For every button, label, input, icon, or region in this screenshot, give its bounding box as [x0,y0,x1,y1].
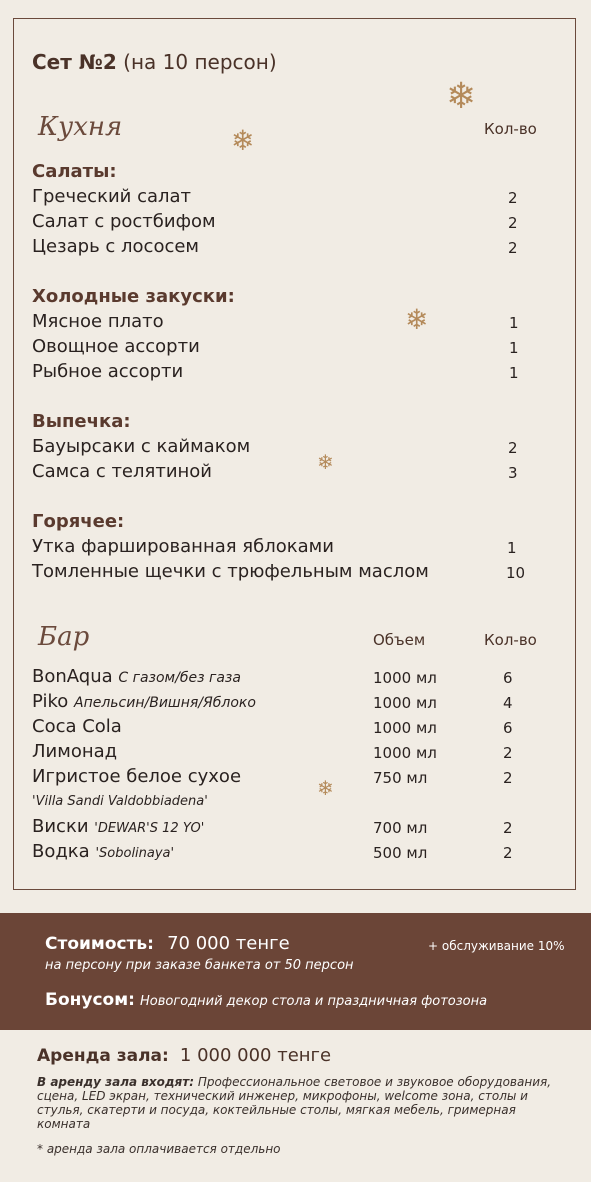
bar-item-qty: 2 [503,819,513,837]
menu-item: Салат с ростбифом [32,211,216,232]
cost-value: 70 000 тенге [167,933,290,954]
pricing-band [0,913,591,1030]
menu-item-qty: 1 [507,539,517,557]
snowflake-icon: ❄ [446,76,477,117]
bar-item [32,816,204,837]
bar-item-name: Игристое белое сухое [32,766,242,787]
bonus-line [45,990,487,1010]
bar-item-volume: 1000 мл [373,744,437,762]
bar-item [32,841,174,862]
bar-item-volume: 1000 мл [373,719,437,737]
menu-item-qty: 1 [509,364,519,382]
bar-item-qty: 2 [503,844,513,862]
bar-item-volume: 500 мл [373,844,428,862]
bar-item-qty: 2 [503,744,513,762]
bar-item-note: 'Villa Sandi Valdobbiadena' [32,794,208,809]
bar-item-name: Водка [32,841,90,862]
bar-item-qty: 2 [503,769,513,787]
menu-item-qty: 2 [508,189,518,207]
menu-item: Рыбное ассорти [32,361,184,382]
category-heading: Выпечка: [32,411,131,432]
snowflake-icon: ❄ [317,776,334,800]
menu-item: Бауырсаки с каймаком [32,436,251,457]
bar-item-qty: 4 [503,694,513,712]
rent-footnote: * аренда зала оплачивается отдельно [37,1142,281,1156]
category-heading: Салаты: [32,161,117,182]
set-title: Сет №2 (на 10 персон) [32,50,277,74]
bar-item [32,716,122,737]
bar-item-note: С газом/без газа [118,670,241,686]
bar-item-volume: 700 мл [373,819,428,837]
menu-item: Цезарь с лососем [32,236,200,257]
bar-item-name: BonAqua [32,666,113,687]
per-person-note: на персону при заказе банкета от 50 персон [45,958,354,973]
menu-item-qty: 3 [508,464,518,482]
bar-item [32,666,241,687]
rent-line [37,1045,331,1066]
bonus-text: Новогодний декор стола и праздничная фотозона [140,994,488,1009]
menu-item: Мясное плато [32,311,164,332]
bar-item-volume: 750 мл [373,769,428,787]
bar-item-name: Виски [32,816,89,837]
bar-item-note: 'Sobolinaya' [95,846,175,861]
kitchen-heading: Кухня [38,112,123,142]
snowflake-icon: ❄ [231,124,255,157]
bar-item-name: Piko [32,691,69,712]
bar-qty-header: Кол-во [484,631,537,649]
menu-item-qty: 10 [506,564,526,582]
rent-value: 1 000 000 тенге [179,1045,332,1066]
cost-label: Стоимость: [45,934,154,954]
bonus-label: Бонусом: [45,990,135,1010]
bar-item-name: Лимонад [32,741,118,762]
bar-item [32,691,256,712]
menu-item-qty: 1 [509,339,519,357]
menu-item: Томленные щечки с трюфельным маслом [32,561,429,582]
category-heading: Холодные закуски: [32,286,235,307]
menu-item-qty: 2 [508,214,518,232]
cost-line [45,933,290,954]
bar-heading: Бар [38,622,90,652]
menu-item-qty: 1 [509,314,519,332]
menu-item: Овощное ассорти [32,336,200,357]
rent-label: Аренда зала: [37,1046,169,1066]
snowflake-icon: ❄ [317,450,334,474]
kitchen-qty-header: Кол-во [484,120,537,138]
menu-item: Утка фаршированная яблоками [32,536,334,557]
snowflake-icon: ❄ [405,303,429,336]
category-heading: Горячее: [32,511,125,532]
bar-volume-header: Объем [373,631,426,649]
bar-item-note: Апельсин/Вишня/Яблоко [74,695,256,711]
menu-item-qty: 2 [508,439,518,457]
menu-item-qty: 2 [508,239,518,257]
rent-includes [37,1075,557,1131]
menu-item: Самса с телятиной [32,461,212,482]
rent-includes-text: Профессиональное световое и звуковое оборудования, сцена, LED экран, технический инженер, микрофоны, welcome зона, столы и стулья, скатерти и посуда, коктейльные столы, мягкая мебель, гримерная комната [37,1075,552,1131]
bar-item-note: 'DEWAR'S 12 YO' [94,821,205,836]
bar-item-volume: 1000 мл [373,694,437,712]
bar-item-qty: 6 [503,669,513,687]
bar-item-qty: 6 [503,719,513,737]
bar-item [32,741,117,762]
menu-item: Греческий салат [32,186,192,207]
service-note: + обслуживание 10% [428,939,565,953]
bar-item-name: Coca Cola [32,716,122,737]
bar-item-volume: 1000 мл [373,669,437,687]
rent-includes-label: В аренду зала входят: [37,1075,194,1089]
